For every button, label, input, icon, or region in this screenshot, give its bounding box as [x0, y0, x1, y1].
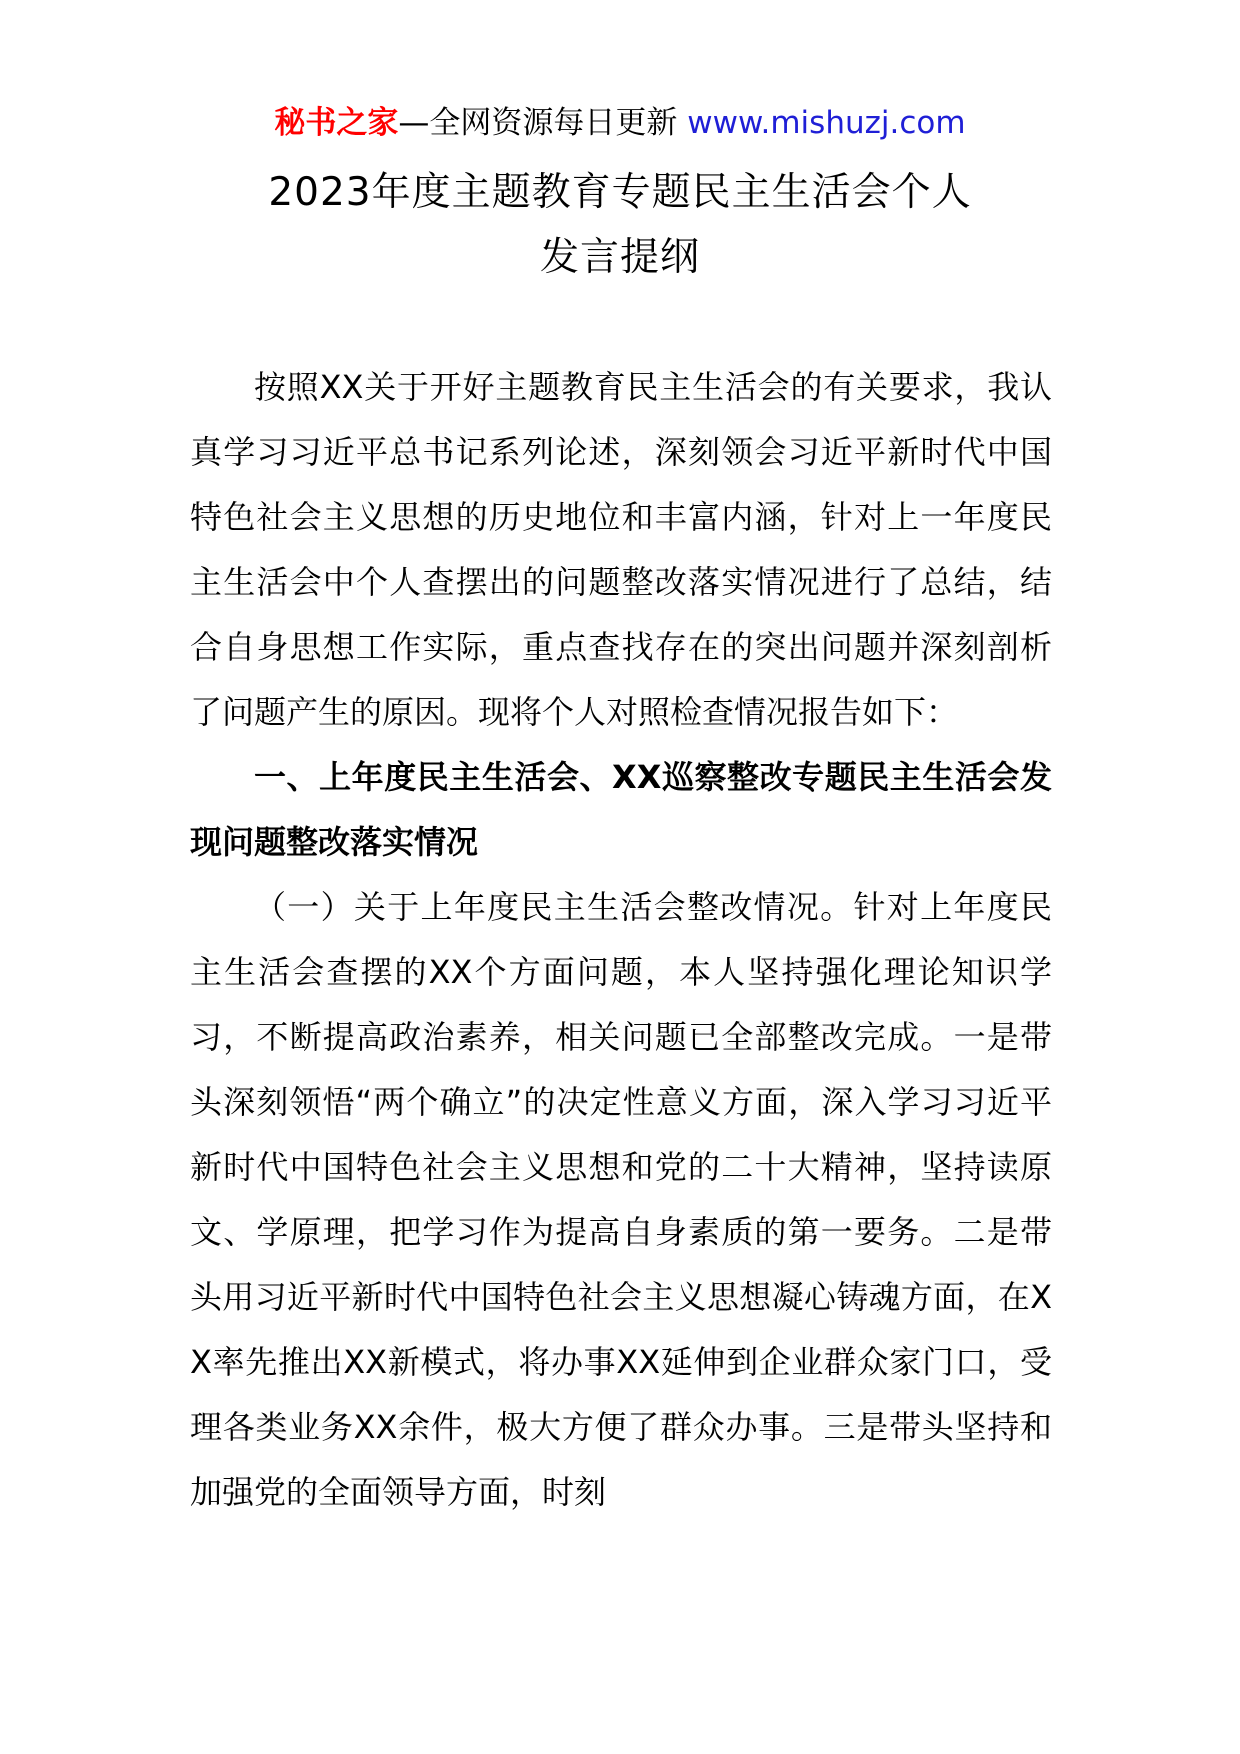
document-body	[190, 355, 1052, 1525]
subsection-paragraph-1: （一）关于上年度民主生活会整改情况。针对上年度民主生活会查摆的XX个方面问题，本人坚持强化理论知识学习，不断提高政治素养，相关问题已全部整改完成。一是带头深刻领悟“两个确立”的决定性意义方面，深入学习习近平新时代中国特色社会主义思想和党的二十大精神，坚持读原文、学原理，把学习作为提高自身素质的第一要务。二是带头用习近平新时代中国特色社会主义思想凝心铸魂方面，在XX率先推出XX新模式，将办事XX延伸到企业群众家门口，受理各类业务XX余件，极大方便了群众办事。三是带头坚持和加强党的全面领导方面，时刻	[190, 888, 1052, 1511]
document-title-line-2: 发言提纲	[539, 235, 700, 280]
intro-paragraph: 按照XX关于开好主题教育民主生活会的有关要求，我认真学习习近平总书记系列论述，深刻领会习近平新时代中国特色社会主义思想的历史地位和丰富内涵，针对上一年度民主生活会中个人查摆出的问题整改落实情况进行了总结，结合自身思想工作实际，重点查找存在的突出问题并深刻剖析了问题产生的原因。现将个人对照检查情况报告如下：	[190, 368, 1052, 731]
document-title-line-1: 2023年度主题教育专题民主生活会个人	[268, 170, 972, 215]
site-url: www.mishuzj.com	[687, 105, 966, 141]
brand-name: 秘书之家	[274, 105, 399, 141]
site-banner	[0, 100, 1240, 146]
banner-tagline: —全网资源每日更新	[398, 105, 688, 141]
section-heading-1: 一、上年度民主生活会、XX巡察整改专题民主生活会发现问题整改落实情况	[190, 758, 1052, 861]
